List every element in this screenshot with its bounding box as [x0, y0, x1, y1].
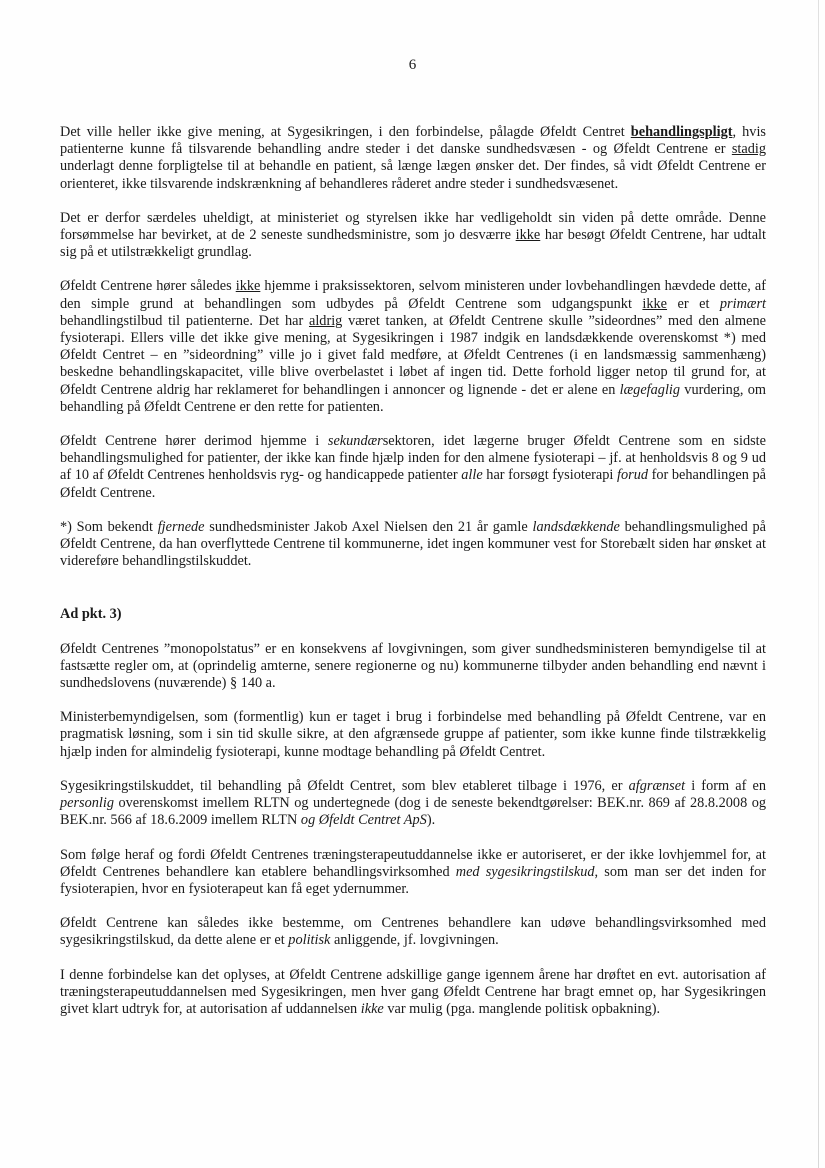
paragraph-lovhjemmel: Som følge heraf og fordi Øfeldt Centrenes træningsterapeutuddannelse ikke er autoriseret, er der ikke lovhjemmel for, at Øfeldt Centrenes behandlere kan etablere behandlingsvirksomhed med sygesikringstilskud, som man ser det inden for fysioterapien, hvor en fysioterapeut kan få eget ydernummer.	[60, 846, 766, 897]
paragraph-behandlingspligt: Det ville heller ikke give mening, at Sygesikringen, i den forbindelse, pålagde Øfeldt Centret behandlingspligt, hvis patienterne kunne få tilsvarende behandling andre steder i det danske sundhedsvæsen - og Øfeldt Centrene er stadig underlagt denne forpligtelse til at behandle en patient, så længe lægen ønsker det. Der findes, så vidt Øfeldt Centrene er orienteret, ikke tilsvarende indskrænkning af behandleres råderet andre steder i sundhedsvæsenet.	[60, 124, 766, 192]
paragraph-sygesikringstilskuddet: Sygesikringstilskuddet, til behandling på Øfeldt Centret, som blev etableret tilbage i 1976, er afgrænset i form af en personlig overenskomst imellem RLTN og undertegnede (dog i de seneste bekendtgørelser: BEK.nr. 869 af 28.8.2008 og BEK.nr. 566 af 18.6.2009 imellem RLTN og Øfeldt Centret ApS).	[60, 777, 766, 829]
paragraph-praksissektoren: Øfeldt Centrene hører således ikke hjemme i praksissektoren, selvom ministeren under lovbehandlingen hævdede dette, af den simple grund at behandlingen som udbydes på Øfeldt Centrene som udgangspunkt ikke er et primært behandlingstilbud til patienterne. Det har aldrig været tanken, at Øfeldt Centrene skulle ”sideordnes” med den almene fysioterapi. Ellers ville det ikke give mening, at Sygesikringen i 1987 indgik en landsdækkende overenskomst *) med Øfeldt Centret – en ”sideordning” ville jo i givet fald medføre, at Øfeldt Centrenes (i en landsmæssig sammenhæng) beskedne behandlingskapacitet, ville blive overbelastet i løbet af ingen tid. Dette forhold ligger netop til grund for, at Øfeldt Centrene aldrig har reklameret for behandlingen i annoncer og lignende - det er alene en lægefaglig vurdering, om behandling på Øfeldt Centrene er den rette for patienten.	[60, 278, 767, 415]
section-heading: Ad pkt. 3)	[60, 606, 122, 623]
paragraph-monopolstatus: Øfeldt Centrenes ”monopolstatus” er en konsekvens af lovgivningen, som giver sundhedsministeren bemyndigelse til at fastsætte regler om, at (oprindelig amterne, senere regionerne og nu) kommunerne tilbyder anden behandling end nævnt i sundhedslovens (nuværende) § 140 a.	[60, 640, 766, 692]
paragraph-ministerbemyndigelsen: Ministerbemyndigelsen, som (formentlig) kun er taget i brug i forbindelse med behandling på Øfeldt Centrene, var en pragmatisk løsning, som i sin tid skulle sikre, at den afgrænsede gruppe af patienter, som ikke kunne finde tilstrækkelig hjælp inden for almindelig fysioterapi, kunne modtage behandling på Øfeldt Centret.	[60, 709, 766, 760]
scan-edge-line	[818, 0, 819, 1168]
paragraph-sekundaersektoren: Øfeldt Centrene hører derimod hjemme i sekundærsektoren, idet lægerne bruger Øfeldt Centrene som en sidste behandlingsmulighed for patienter, der ikke kan finde hjælp inden for den almene fysioterapi – jf. at henholdsvis 8 og 9 ud af 10 af Øfeldt Centrenes henholdsvis ryg- og handicappede patienter alle har forsøgt fysioterapi forud for behandlingen på Øfeldt Centrene.	[60, 433, 766, 501]
page-number: 6	[408, 57, 417, 73]
paragraph-autorisation: I denne forbindelse kan det oplyses, at Øfeldt Centrene adskillige gange igennem årene har drøftet en evt. autorisation af træningsterapeutuddannelsen med Sygesikringen, men hver gang Øfeldt Centrene har bragt emnet op, har Sygesikringen givet klart udtryk for, at autorisation af uddannelsen ikke var mulig (pga. manglende politisk opbakning).	[60, 966, 766, 1017]
paragraph-ministeriet: Det er derfor særdeles uheldigt, at ministeriet og styrelsen ikke har vedligeholdt sin viden på dette område. Denne forsømmelse har bevirket, at de 2 seneste sundhedsministre, som jo desværre ikke har besøgt Øfeldt Centrene, har udtalt sig på et utilstrækkeligt grundlag.	[60, 209, 766, 261]
footnote-paragraph: *) Som bekendt fjernede sundhedsminister Jakob Axel Nielsen den 21 år gamle landsdækkende behandlingsmulighed på Øfeldt Centrene, da han overflyttede Centrene til kommunerne, idet ingen kommuner vest for Storebælt siden har ønsket at videreføre behandlingstilskuddet.	[60, 518, 766, 570]
document-body	[60, 124, 766, 1035]
paragraph-politisk: Øfeldt Centrene kan således ikke bestemme, om Centrenes behandlere kan udøve behandlingsvirksomhed med sygesikringstilskud, da dette alene er et politisk anliggende, jf. lovgivningen.	[60, 915, 766, 949]
